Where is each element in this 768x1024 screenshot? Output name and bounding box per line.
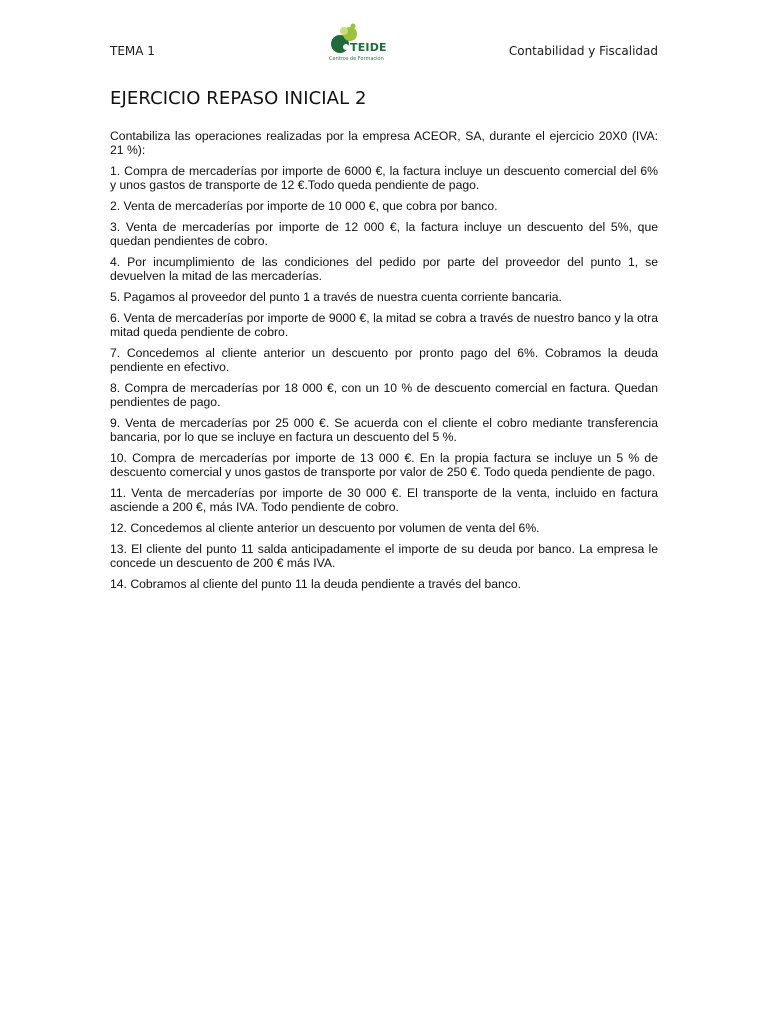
list-item: 2. Venta de mercaderías por importe de 10 000 €, que cobra por banco. [110,199,498,213]
list-item: 9. Venta de mercaderías por 25 000 €. Se acuerda con el cliente el cobro mediante transferencia bancaria, por lo que se incluye en factura un descuento del 5 %. [110,416,658,444]
list-item: 4. Por incumplimiento de las condiciones del pedido por parte del proveedor del punto 1, se devuelven la mitad de las mercaderías. [110,255,658,283]
logo-subtitle: Centros de Formación [329,56,384,62]
list-item: 11. Venta de mercaderías por importe de 30 000 €. El transporte de la venta, incluido en factura asciende a 200 €, más IVA. Todo pendiente de cobro. [110,486,658,514]
header-subject: Contabilidad y Fiscalidad [508,44,658,58]
list-item: 14. Cobramos al cliente del punto 11 la deuda pendiente a través del banco. [110,577,522,591]
header-topic: TEMA 1 [110,44,155,58]
page-title: EJERCICIO REPASO INICIAL 2 [110,88,367,109]
teide-logo [328,22,398,64]
logo-wordmark: TEIDE [350,41,387,54]
list-item: 5. Pagamos al proveedor del punto 1 a través de nuestra cuenta corriente bancaria. [110,290,562,304]
list-item: 13. El cliente del punto 11 salda anticipadamente el importe de su deuda por banco. La empresa le concede un descuento de 200 € más IVA. [110,542,658,570]
list-item: 3. Venta de mercaderías por importe de 12 000 €, la factura incluye un descuento del 5%, que quedan pendientes de cobro. [110,220,658,248]
page-header [110,40,658,64]
list-item: 12. Concedemos al cliente anterior un descuento por volumen de venta del 6%. [110,521,540,535]
list-item: 1. Compra de mercaderías por importe de 6000 €, la factura incluye un descuento comercial del 6% y unos gastos de transporte de 12 €.Todo queda pendiente de pago. [110,164,658,192]
list-item: 7. Concedemos al cliente anterior un descuento por pronto pago del 6%. Cobramos la deuda pendiente en efectivo. [110,346,658,374]
list-item: 6. Venta de mercaderías por importe de 9000 €, la mitad se cobra a través de nuestro banco y la otra mitad queda pendiente de cobro. [110,311,658,339]
intro-paragraph: Contabiliza las operaciones realizadas por la empresa ACEOR, SA, durante el ejercicio 20X0 (IVA: 21 %): [110,129,658,157]
list-item: 10. Compra de mercaderías por importe de 13 000 €. En la propia factura se incluye un 5 % de descuento comercial y unos gastos de transporte por valor de 250 €. Todo queda pendiente de pago. [110,451,658,479]
exercise-body [110,129,658,598]
list-item: 8. Compra de mercaderías por 18 000 €, con un 10 % de descuento comercial en factura. Quedan pendientes de pago. [110,381,658,409]
